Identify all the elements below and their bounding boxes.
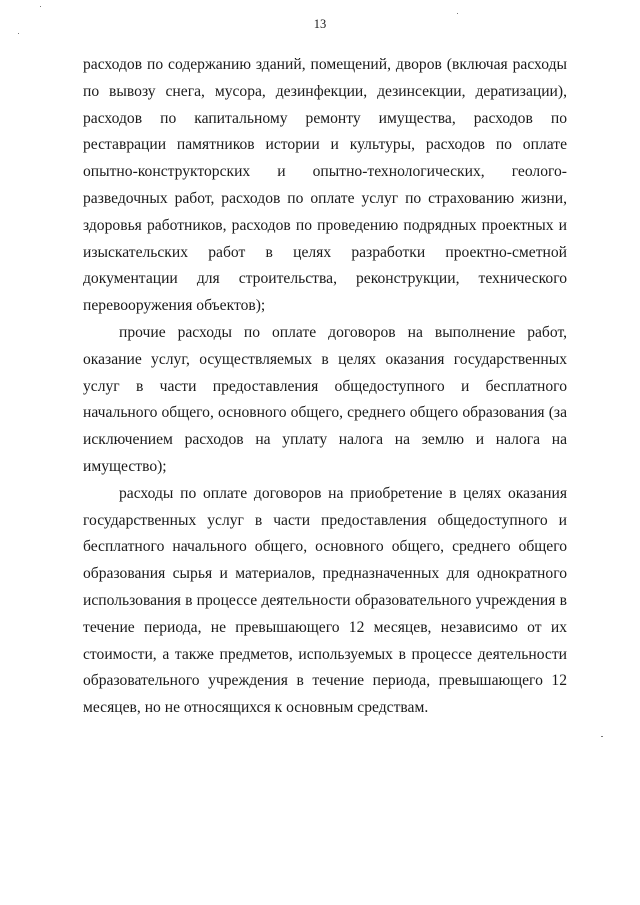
scan-speck [40,6,41,7]
document-body [83,52,567,722]
scan-speck [457,13,458,14]
paragraph-materials-expenses: расходы по оплате договоров на приобретение в целях оказания государственных услуг в части предоставления общедоступного и бесплатного начального общего, основного общего, среднего общего образования сырья и материалов, предназначенных для однократного использования в процессе деятельности образовательного учреждения в течение периода, не превышающего 12 месяцев, независимо от их стоимости, а также предметов, используемых в процессе деятельности образовательного учреждения в течение периода, превышающего 12 месяцев, но не относящихся к основным средствам. [83,484,567,717]
paragraph-expenses-maintenance: расходов по содержанию зданий, помещений, дворов (включая расходы по вывозу снега, мусора, дезинфекции, дезинсекции, дератизации), расходов по капитальному ремонту имущества, расходов по реставрации памятников истории и культуры, расходов по оплате опытно-конструкторских и опытно-технологических, геолого-разведочных работ, расходов по оплате услуг по страхованию жизни, здоровья работников, расходов по проведению подрядных проектных и изыскательских работ в целях разработки проектно-сметной документации для строительства, реконструкции, технического перевооружения объектов); [83,56,567,315]
paragraph-other-expenses: прочие расходы по оплате договоров на выполнение работ, оказание услуг, осуществляемых в целях оказания государственных услуг в части предоставления общедоступного и бесплатного начального общего, основного общего, среднего общего образования (за исключением расходов на уплату налога на землю и налога на имущество); [83,323,567,475]
scan-speck [601,736,603,737]
page-number: 13 [313,17,327,31]
scan-speck [18,33,19,34]
